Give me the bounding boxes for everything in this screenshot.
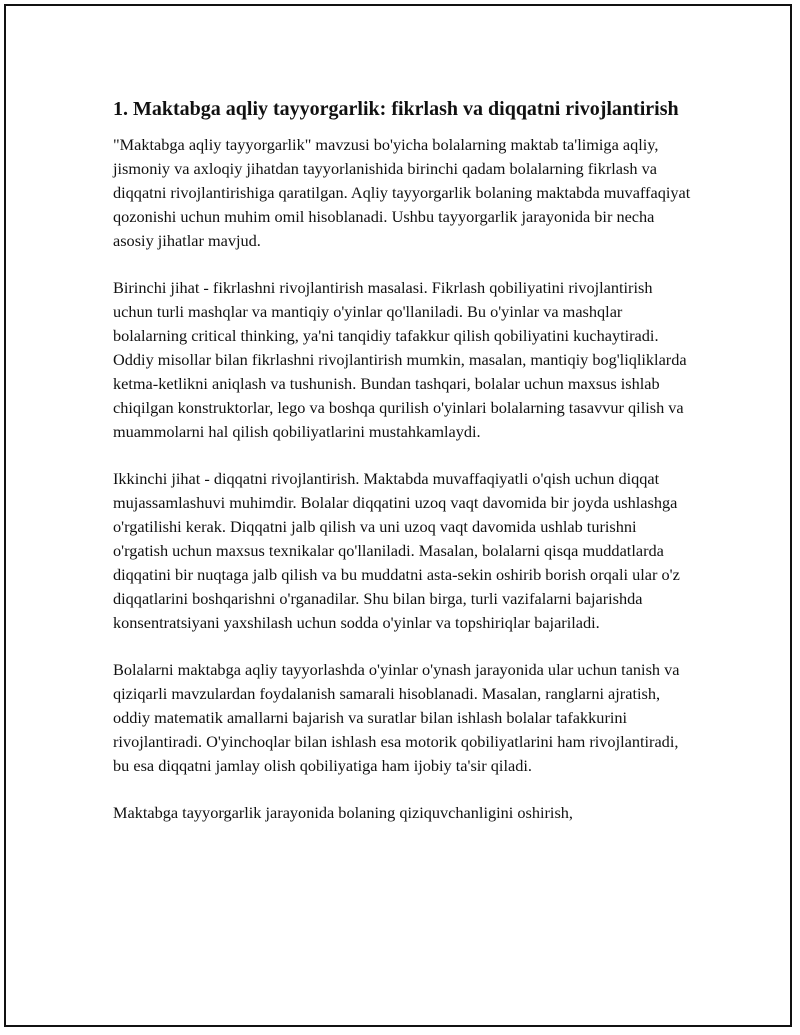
paragraph-intro: "Maktabga aqliy tayyorgarlik" mavzusi bo'yicha bolalarning maktab ta'limiga aqliy, jismoniy va axloqiy jihatdan tayyorlanishida birinchi qadam bolalarning fikrlash va diqqatni rivojlantirishiga qaratilgan. Aqliy tayyorgarlik bolaning maktabda muvaffaqiyat qozonishi uchun muhim omil hisoblanadi. Ushbu tayyorgarlik jarayonida bir necha asosiy jihatlar mavjud. — [113, 135, 691, 250]
paragraph-games: Bolalarni maktabga aqliy tayyorlashda o'yinlar o'ynash jarayonida ular uchun tanish va qiziqarli mavzulardan foydalanish samarali hisoblanadi. Masalan, ranglarni ajratish, oddiy matematik amallarni bajarish va suratlar bilan ishlash bolalar tafakkurini rivojlantiradi. O'yinchoqlar bilan ishlash esa motorik qobiliyatlarini ham rivojlantiradi, bu esa diqqatni jamlay olish qobiliyatiga ham ijobiy ta'sir qiladi. — [113, 660, 680, 775]
paragraph-thinking: Birinchi jihat - fikrlashni rivojlantirish masalasi. Fikrlash qobiliyatini rivojlantirish uchun turli mashqlar va mantiqiy o'yinlar qo'llaniladi. Bu o'yinlar va mashqlar bolalarning critical thinking, ya'ni tanqidiy tafakkur qilish qobiliyatini kuchaytiradi. Oddiy misollar bilan fikrlashni rivojlantirish mumkin, masalan, mantiqiy bog'liqliklarda ketma-ketlikni aniqlash va tushunish. Bundan tashqari, bolalar uchun maxsus ishlab chiqilgan konstruktorlar, lego va boshqa qurilish o'yinlari bolalarning tasavvur qilish va muammolarni hal qilish qobiliyatlarini mustahkamlaydi. — [113, 278, 687, 441]
paragraph-attention: Ikkinchi jihat - diqqatni rivojlantirish. Maktabda muvaffaqiyatli o'qish uchun diqqat mujassamlashuvi muhimdir. Bolalar diqqatini uzoq vaqt davomida bir joyda ushlashga o'rgatilishi kerak. Diqqatni jalb qilish va uni uzoq vaqt davomida ushlab turishni o'rgatish uchun maxsus texnikalar qo'llaniladi. Masalan, bolalarni qisqa muddatlarda diqqatini bir nuqtaga jalb qilish va bu muddatni asta-sekin oshirib borish orqali ular o'z diqqatlarini boshqarishni o'rganadilar. Shu bilan birga, turli vazifalarni bajarishda konsentratsiyani yaxshilash uchun sodda o'yinlar va topshiriqlar bajariladi. — [113, 469, 680, 632]
paragraph-curiosity: Maktabga tayyorgarlik jarayonida bolaning qiziquvchanligini oshirish, — [113, 803, 573, 822]
section-heading: 1. Maktabga aqliy tayyorgarlik: fikrlash va diqqatni rivojlantirish — [113, 98, 679, 120]
document-body — [113, 94, 693, 848]
